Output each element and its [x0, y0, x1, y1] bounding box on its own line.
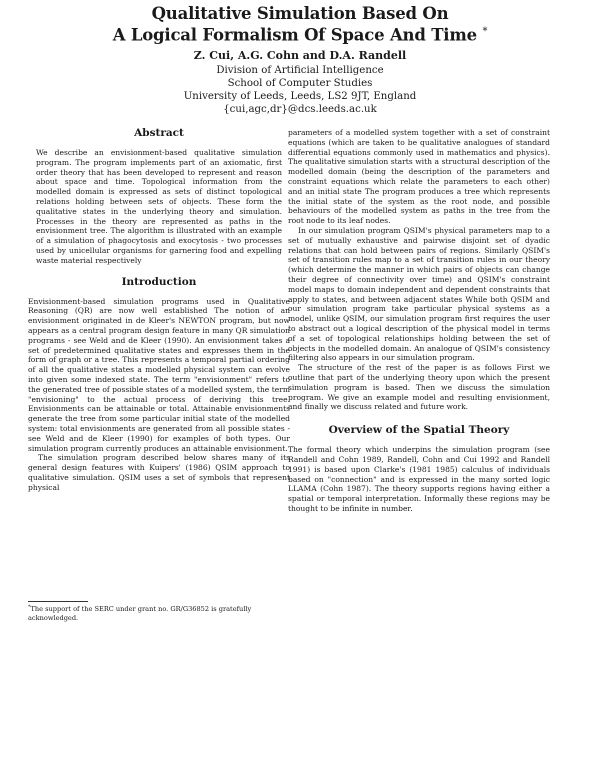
affiliation-line: School of Computer Studies [227, 78, 373, 89]
title-footnote-mark: * [482, 26, 488, 37]
overview-heading: Overview of the Spatial Theory [328, 424, 510, 437]
overview-paragraph: The formal theory which underpins the simulation program (see Randell and Cohn 1989, Randell, Cohn and Cui 1992 and Randell 1991) is based upon Clarke's (1981 1985) calculus of individuals based on "connection" and is expressed in the many sorted logic LLAMA (Cohn 1987). The theory supports regions having either a spatial or temporal interpretation. Informally these regions may be thought to be infinite in number. [288, 445, 550, 513]
affiliation-line: University of Leeds, Leeds, LS2 9JT, England [183, 91, 417, 102]
affiliation [0, 64, 600, 116]
abstract-text: We describe an envisionment-based qualitative simulation program. The program implements part of an axiomatic, first order theory that has been developed to represent and reason about space and time. Topological information from the modelled domain is expressed as sets of distinct topological relations holding between sets of objects. These form the qualitative states in the underlying theory and simulation. Processes in the theory are represented as paths in the envisionment tree. The algorithm is illustrated with an example of a simulation of phagocytosis and exocytosis - two processes used by unicellular organisms for garnering food and expelling waste material respectively [36, 148, 282, 265]
body-paragraph: In our simulation program QSIM's physical parameters map to a set of mutually exhaustive and pairwise disjoint set of dyadic relations that can hold between pairs of regions. Similarly QSIM's set of transition rules map to a set of transition rules in our theory (which determine the manner in which pairs of objects can change their degree of connectivity over time) and QSIM's constraint model maps to domain independent and dependent constraints that apply to states, and between adjacent states While both QSIM and our simulation program take particular physical systems as a model, unlike QSIM, our simulation program first requires the user to abstract out a logical description of the physical model in terms of a set of topological relationships holding between the set of objects in the modelled domain. An analogue of QSIM's consistency filtering also appears in our simulation program. [288, 225, 550, 363]
footnote-mark: * [28, 604, 31, 610]
title-line-1: Qualitative Simulation Based On [151, 4, 449, 23]
body-paragraph: The structure of the rest of the paper is as follows First we outline that part of the underlying theory upon which the present simulation program is based. Then we discuss the simulation program. We give an example model and resulting envisionment, and finally we discuss related and future work. [288, 363, 550, 412]
paper-title [0, 5, 600, 45]
title-line-2-text: A Logical Formalism Of Space And Time [112, 25, 477, 45]
title-line-2 [0, 23, 600, 45]
footnote [28, 603, 284, 622]
authors: Z. Cui, A.G. Cohn and D.A. Randell [193, 49, 407, 62]
footnote-rule [28, 601, 88, 602]
introduction-paragraph: The simulation program described below shares many of its general design features with Kuipers' (1986) QSIM approach to qualitative simulation. QSIM uses a set of symbols that represent physical [28, 453, 290, 492]
abstract-heading: Abstract [134, 127, 184, 139]
affiliation-email: {cui,agc,dr}@dcs.leeds.ac.uk [223, 104, 377, 115]
footnote-text: The support of the SERC under grant no. GR/G36852 is gratefully acknowledged. [28, 605, 252, 622]
affiliation-line: Division of Artificial Intelligence [216, 65, 384, 76]
body-paragraph: parameters of a modelled system together with a set of constraint equations (which are taken to be qualitative analogues of standard differential equations commonly used in mathematics and physics). The qualitative simulation starts with a structural description of the modelled domain (being the description of the parameters and constraint equations which relate the parameters to each other) and an initial state The program produces a tree which represents the initial state of the system as the root node, and possible behaviours of the modelled system as paths in the tree from the root node to its leaf nodes. [288, 128, 550, 226]
introduction-heading: Introduction [121, 275, 197, 288]
right-column [288, 128, 550, 514]
left-column [28, 127, 290, 493]
introduction-paragraph: Envisionment-based simulation programs used in Qualitative Reasoning (QR) are now well established The notion of an envisionment originated in de Kleer's NEWTON program, but now appears as a central program design feature in many QR simulation programs - see Weld and de Kleer (1990). An envisionment takes a set of predetermined qualitative states and expresses them in the form of graph or a tree. This represents a temporal partial ordering of all the qualitative states a modelled physical system can evolve into given some indexed state. The term "envisionment" refers to the generated tree of possible states of a modelled system, the term "envisioning" to the actual process of deriving this tree. Envisionments can be attainable or total. Attainable envisionments generate the tree from some particular initial state of the modelled system: total envisionments are generated from all possible states - see Weld and de Kleer (1990) for examples of both types. Our simulation program currently produces an attainable envisionment. [28, 296, 290, 453]
